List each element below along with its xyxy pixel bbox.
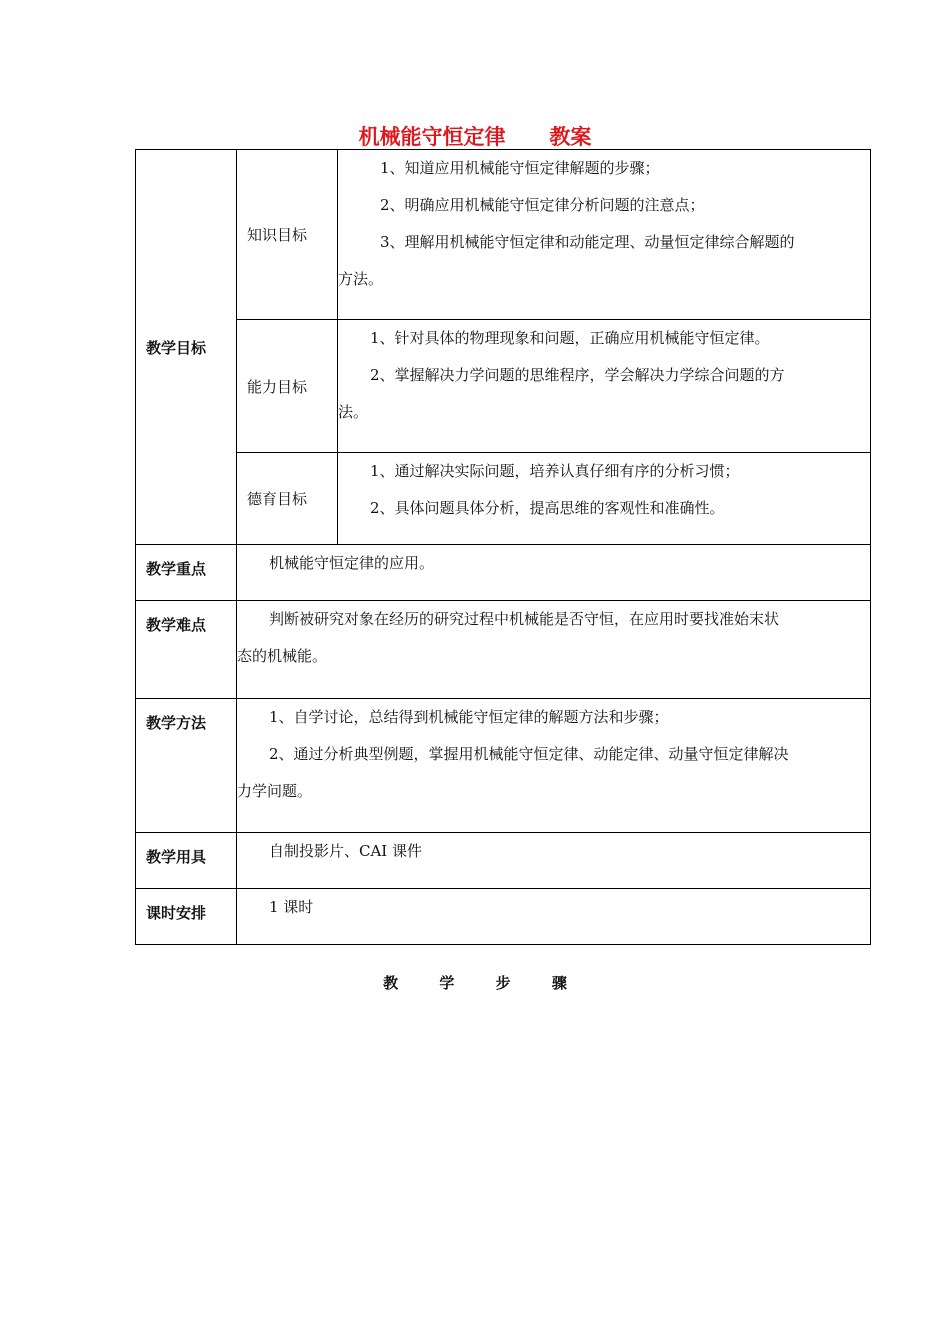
- lesson-plan-table: [135, 149, 871, 945]
- methods-line: 力学问题。: [237, 782, 313, 800]
- steps-char: 教: [383, 974, 399, 992]
- ability-item: 2、掌握解决力学问题的思维程序，学会解决力学综合问题的方: [370, 366, 785, 384]
- row-key-points: [136, 545, 871, 601]
- methods-label: 教学方法: [136, 699, 237, 833]
- tools-content: [237, 833, 871, 889]
- ability-item: 法。: [338, 403, 369, 421]
- steps-char: 学: [439, 974, 455, 992]
- difficulties-line: 态的机械能。: [237, 647, 328, 665]
- key-points-content: [237, 545, 871, 601]
- row-moral-objective: [136, 453, 871, 545]
- knowledge-item: 3、理解用机械能守恒定律和动能定理、动量恒定律综合解题的: [380, 233, 795, 251]
- tools-label: 教学用具: [136, 833, 237, 889]
- knowledge-objective-content: [338, 150, 871, 320]
- knowledge-item: 方法。: [338, 270, 384, 288]
- moral-objective-label: 德育目标: [237, 453, 338, 545]
- knowledge-item: 1、知道应用机械能守恒定律解题的步骤；: [380, 159, 660, 177]
- difficulties-label: 教学难点: [136, 601, 237, 699]
- methods-line: 1、自学讨论，总结得到机械能守恒定律的解题方法和步骤；: [269, 708, 669, 726]
- schedule-text: 1 课时: [269, 898, 314, 916]
- teaching-steps-heading: [0, 972, 950, 993]
- ability-objective-label: 能力目标: [237, 320, 338, 453]
- knowledge-objective-label: 知识目标: [237, 150, 338, 320]
- row-methods: [136, 699, 871, 833]
- moral-item: 1、通过解决实际问题，培养认真仔细有序的分析习惯；: [370, 462, 740, 480]
- steps-char: 骤: [551, 974, 567, 992]
- ability-objective-content: [338, 320, 871, 453]
- ability-item: 1、针对具体的物理现象和问题，正确应用机械能守恒定律。: [370, 329, 770, 347]
- methods-line: 2、通过分析典型例题，掌握用机械能守恒定律、动能定律、动量守恒定律解决: [269, 745, 789, 763]
- row-difficulties: [136, 601, 871, 699]
- moral-item: 2、具体问题具体分析，提高思维的客观性和准确性。: [370, 499, 725, 517]
- difficulties-content: [237, 601, 871, 699]
- moral-objective-content: [338, 453, 871, 545]
- key-points-label: 教学重点: [136, 545, 237, 601]
- schedule-content: [237, 889, 871, 945]
- row-knowledge-objective: [136, 150, 871, 320]
- row-schedule: [136, 889, 871, 945]
- methods-content: [237, 699, 871, 833]
- page-title: 机械能守恒定律 教案: [358, 125, 592, 149]
- objectives-label: 教学目标: [136, 150, 237, 545]
- knowledge-item: 2、明确应用机械能守恒定律分析问题的注意点；: [380, 196, 705, 214]
- schedule-label: 课时安排: [136, 889, 237, 945]
- key-points-text: 机械能守恒定律的应用。: [269, 554, 435, 572]
- row-ability-objective: [136, 320, 871, 453]
- steps-char: 步: [495, 974, 511, 992]
- row-tools: [136, 833, 871, 889]
- difficulties-line: 判断被研究对象在经历的研究过程中机械能是否守恒，在应用时要找准始末状: [269, 610, 780, 628]
- tools-text: 自制投影片、CAI 课件: [269, 842, 423, 860]
